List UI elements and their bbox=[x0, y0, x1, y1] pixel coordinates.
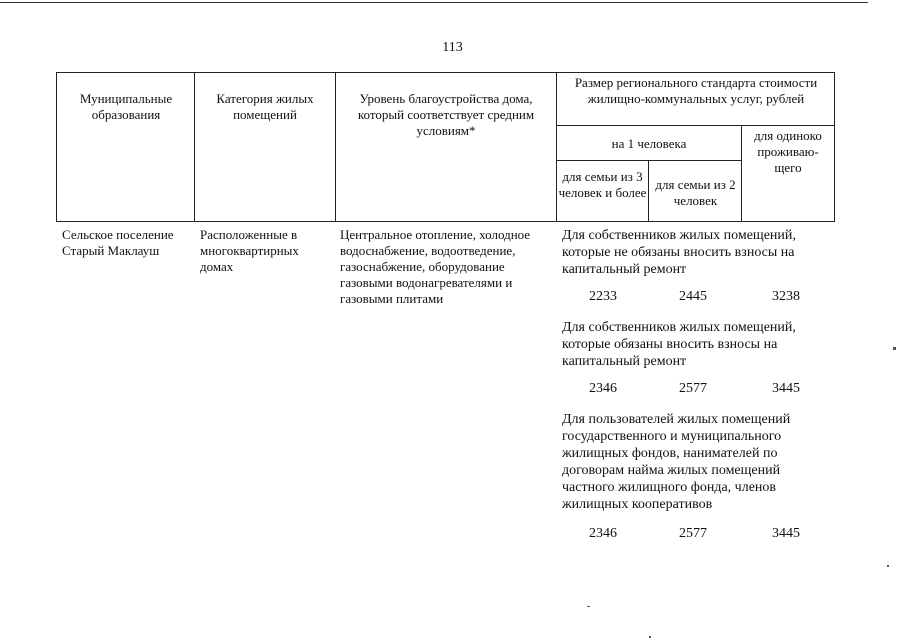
grid-line bbox=[194, 72, 195, 222]
grid-line bbox=[834, 72, 835, 222]
scan-speck bbox=[887, 565, 889, 567]
group-3-family3-value: 2346 bbox=[589, 526, 617, 541]
scan-speck bbox=[893, 347, 896, 350]
grid-line bbox=[56, 72, 835, 73]
scan-speck bbox=[649, 636, 651, 638]
group-1-family3-value: 2233 bbox=[589, 289, 617, 304]
header-family3: для семьи из 3 человек и более bbox=[558, 169, 647, 200]
grid-line bbox=[648, 160, 649, 222]
grid-line bbox=[556, 72, 557, 222]
group-1-label: Для собственников жилых помещений, которые не обязаны вносить взносы на капитальный ремонт bbox=[562, 228, 796, 277]
municipality-cell: Сельское поселение Старый Маклауш bbox=[62, 227, 174, 258]
grid-line bbox=[741, 125, 742, 222]
header-municipal: Муниципальные образования bbox=[79, 91, 173, 122]
header-level: Уровень благоустройства дома, который соответствует средним условиям* bbox=[357, 91, 535, 138]
scan-speck bbox=[587, 606, 590, 607]
group-3-family2-value: 2577 bbox=[679, 526, 707, 541]
category-cell: Расположенные в многоквартирных домах bbox=[200, 227, 299, 274]
grid-line bbox=[56, 72, 57, 222]
header-single: для одиноко проживаю-щего bbox=[754, 128, 822, 175]
header-category: Категория жилых помещений bbox=[216, 91, 314, 122]
page-number: 113 bbox=[442, 40, 463, 55]
header-per-person: на 1 человека bbox=[611, 136, 687, 151]
header-family2: для семьи из 2 человек bbox=[655, 177, 736, 208]
grid-line bbox=[335, 72, 336, 222]
top-border-line bbox=[0, 2, 868, 3]
group-3-label: Для пользователей жилых помещений государственного и муниципального жилищных фондов, нанимателей по договорам найма жилых помещений частного жилищного фонда, членов жилищных кооперативов bbox=[562, 412, 791, 512]
group-1-family2-value: 2445 bbox=[679, 289, 707, 304]
group-2-family2-value: 2577 bbox=[679, 381, 707, 396]
group-2-family3-value: 2346 bbox=[589, 381, 617, 396]
level-cell: Центральное отопление, холодное водоснабжение, водоотведение, газоснабжение, оборудование газовыми водонагревателями и газовыми плитами bbox=[340, 227, 531, 306]
header-standard: Размер регионального стандарта стоимости жилищно-коммунальных услуг, рублей bbox=[574, 75, 818, 106]
grid-line bbox=[56, 221, 835, 222]
group-2-label: Для собственников жилых помещений, которые обязаны вносить взносы на капитальный ремонт bbox=[562, 320, 796, 369]
group-1-single-value: 3238 bbox=[772, 289, 800, 304]
group-2-single-value: 3445 bbox=[772, 381, 800, 396]
group-3-single-value: 3445 bbox=[772, 526, 800, 541]
grid-line bbox=[556, 125, 835, 126]
